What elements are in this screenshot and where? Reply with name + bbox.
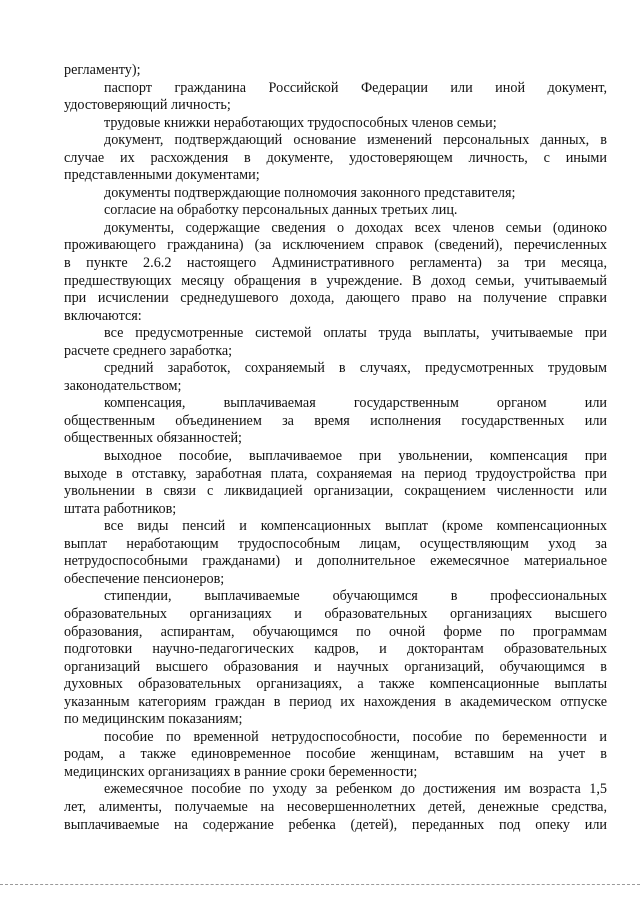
text-line: расчете среднего заработка; [64, 342, 233, 359]
paragraph [64, 360, 607, 395]
text-line: родам, а также единовременное пособие женщинам, вставшим на учет в [64, 746, 607, 763]
text-line: лет, алименты, получаемые на несовершеннолетних детей, денежные средства, [64, 798, 607, 815]
text-line: в пункте 2.6.2 настоящего Административного регламента) за три месяца, [64, 255, 607, 272]
document-body [64, 62, 607, 834]
text-line: выходное пособие, выплачиваемое при увольнении, компенсация при [104, 448, 607, 465]
text-line: обеспечение пенсионеров; [64, 570, 225, 587]
text-line: духовных образовательных организациях, а также компенсационные выплаты [64, 676, 607, 693]
paragraph [64, 325, 607, 360]
text-line: включаются: [64, 307, 142, 324]
text-line: документы, содержащие сведения о доходах всех членов семьи (одиноко [104, 219, 607, 236]
text-line: при исчислении среднедушевого дохода, дающего право на получение справки [64, 290, 607, 307]
paragraph [64, 132, 607, 185]
text-line: по медицинским показаниям; [64, 711, 243, 728]
text-line: все предусмотренные системой оплаты труда выплаты, учитываемые при [104, 325, 607, 342]
paragraph [64, 115, 607, 133]
text-line: пособие по временной нетрудоспособности, пособие по беременности и [104, 728, 607, 745]
text-line: указанным категориям граждан в период их нахождения в академическом отпуске [64, 693, 607, 710]
text-line: документы подтверждающие полномочия законного представителя; [104, 184, 516, 201]
text-line: представленными документами; [64, 167, 260, 184]
text-line: согласие на обработку персональных данных третьих лиц. [104, 202, 458, 219]
paragraph [64, 185, 607, 203]
text-line: образования, аспирантам, обучающимся по очной форме по программам [64, 623, 607, 640]
paragraph [64, 781, 607, 834]
text-line: средний заработок, сохраняемый в случаях, предусмотренных трудовым [104, 360, 607, 377]
paragraph [64, 729, 607, 782]
paragraph [64, 588, 607, 728]
text-line: выходе в отставку, заработная плата, сохраняемая на период трудоустройства при [64, 465, 607, 482]
paragraph [64, 395, 607, 448]
text-line: выплачиваемые на содержание ребенка (детей), переданных под опеку или [64, 816, 607, 833]
paragraph [64, 518, 607, 588]
text-line: случае их расхождения в документе, удостоверяющем личность, с иными [64, 149, 607, 166]
text-line: компенсация, выплачиваемая государственным органом или [104, 395, 607, 412]
text-line: подготовки научно-педагогических кадров, и докторантам образовательных [64, 641, 607, 658]
paragraph [64, 448, 607, 518]
paragraph [64, 220, 607, 325]
text-line: трудовые книжки неработающих трудоспособных членов семьи; [104, 114, 497, 131]
text-line: медицинских организациях в ранние сроки беременности; [64, 763, 418, 780]
text-line: стипендии, выплачиваемые обучающимся в профессиональных [104, 588, 607, 605]
text-line: нетрудоспособными гражданами) и дополнительное ежемесячное материальное [64, 553, 607, 570]
text-line: предшествующих месяцу обращения в учреждение. В доход семьи, учитываемый [64, 272, 607, 289]
paragraph [64, 80, 607, 115]
text-line: штата работников; [64, 500, 177, 517]
text-line: увольнении в связи с ликвидацией организации, сокращением численности или [64, 483, 607, 500]
text-line: регламенту); [64, 62, 141, 78]
text-line: образовательных организациях и образовательных организациях высшего [64, 605, 607, 622]
text-line: проживающего гражданина) (за исключением справок (сведений), перечисленных [64, 237, 607, 254]
text-line: организаций высшего образования и научных организаций, обучающимся в [64, 658, 607, 675]
text-line: документ, подтверждающий основание изменений персональных данных, в [104, 132, 607, 149]
page-bottom-rule [0, 884, 640, 886]
text-line: удостоверяющий личность; [64, 97, 231, 114]
text-line: паспорт гражданина Российской Федерации или иной документ, [104, 79, 607, 96]
text-line: законодательством; [64, 377, 182, 394]
paragraph [64, 62, 607, 80]
text-line: общественных обязанностей; [64, 430, 243, 447]
text-line: общественным объединением за время исполнения государственных или [64, 412, 607, 429]
text-line: все виды пенсий и компенсационных выплат (кроме компенсационных [104, 518, 607, 535]
text-line: ежемесячное пособие по уходу за ребенком до достижения им возраста 1,5 [104, 781, 607, 798]
paragraph [64, 202, 607, 220]
text-line: выплат неработающим трудоспособным лицам, осуществляющим уход за [64, 535, 607, 552]
